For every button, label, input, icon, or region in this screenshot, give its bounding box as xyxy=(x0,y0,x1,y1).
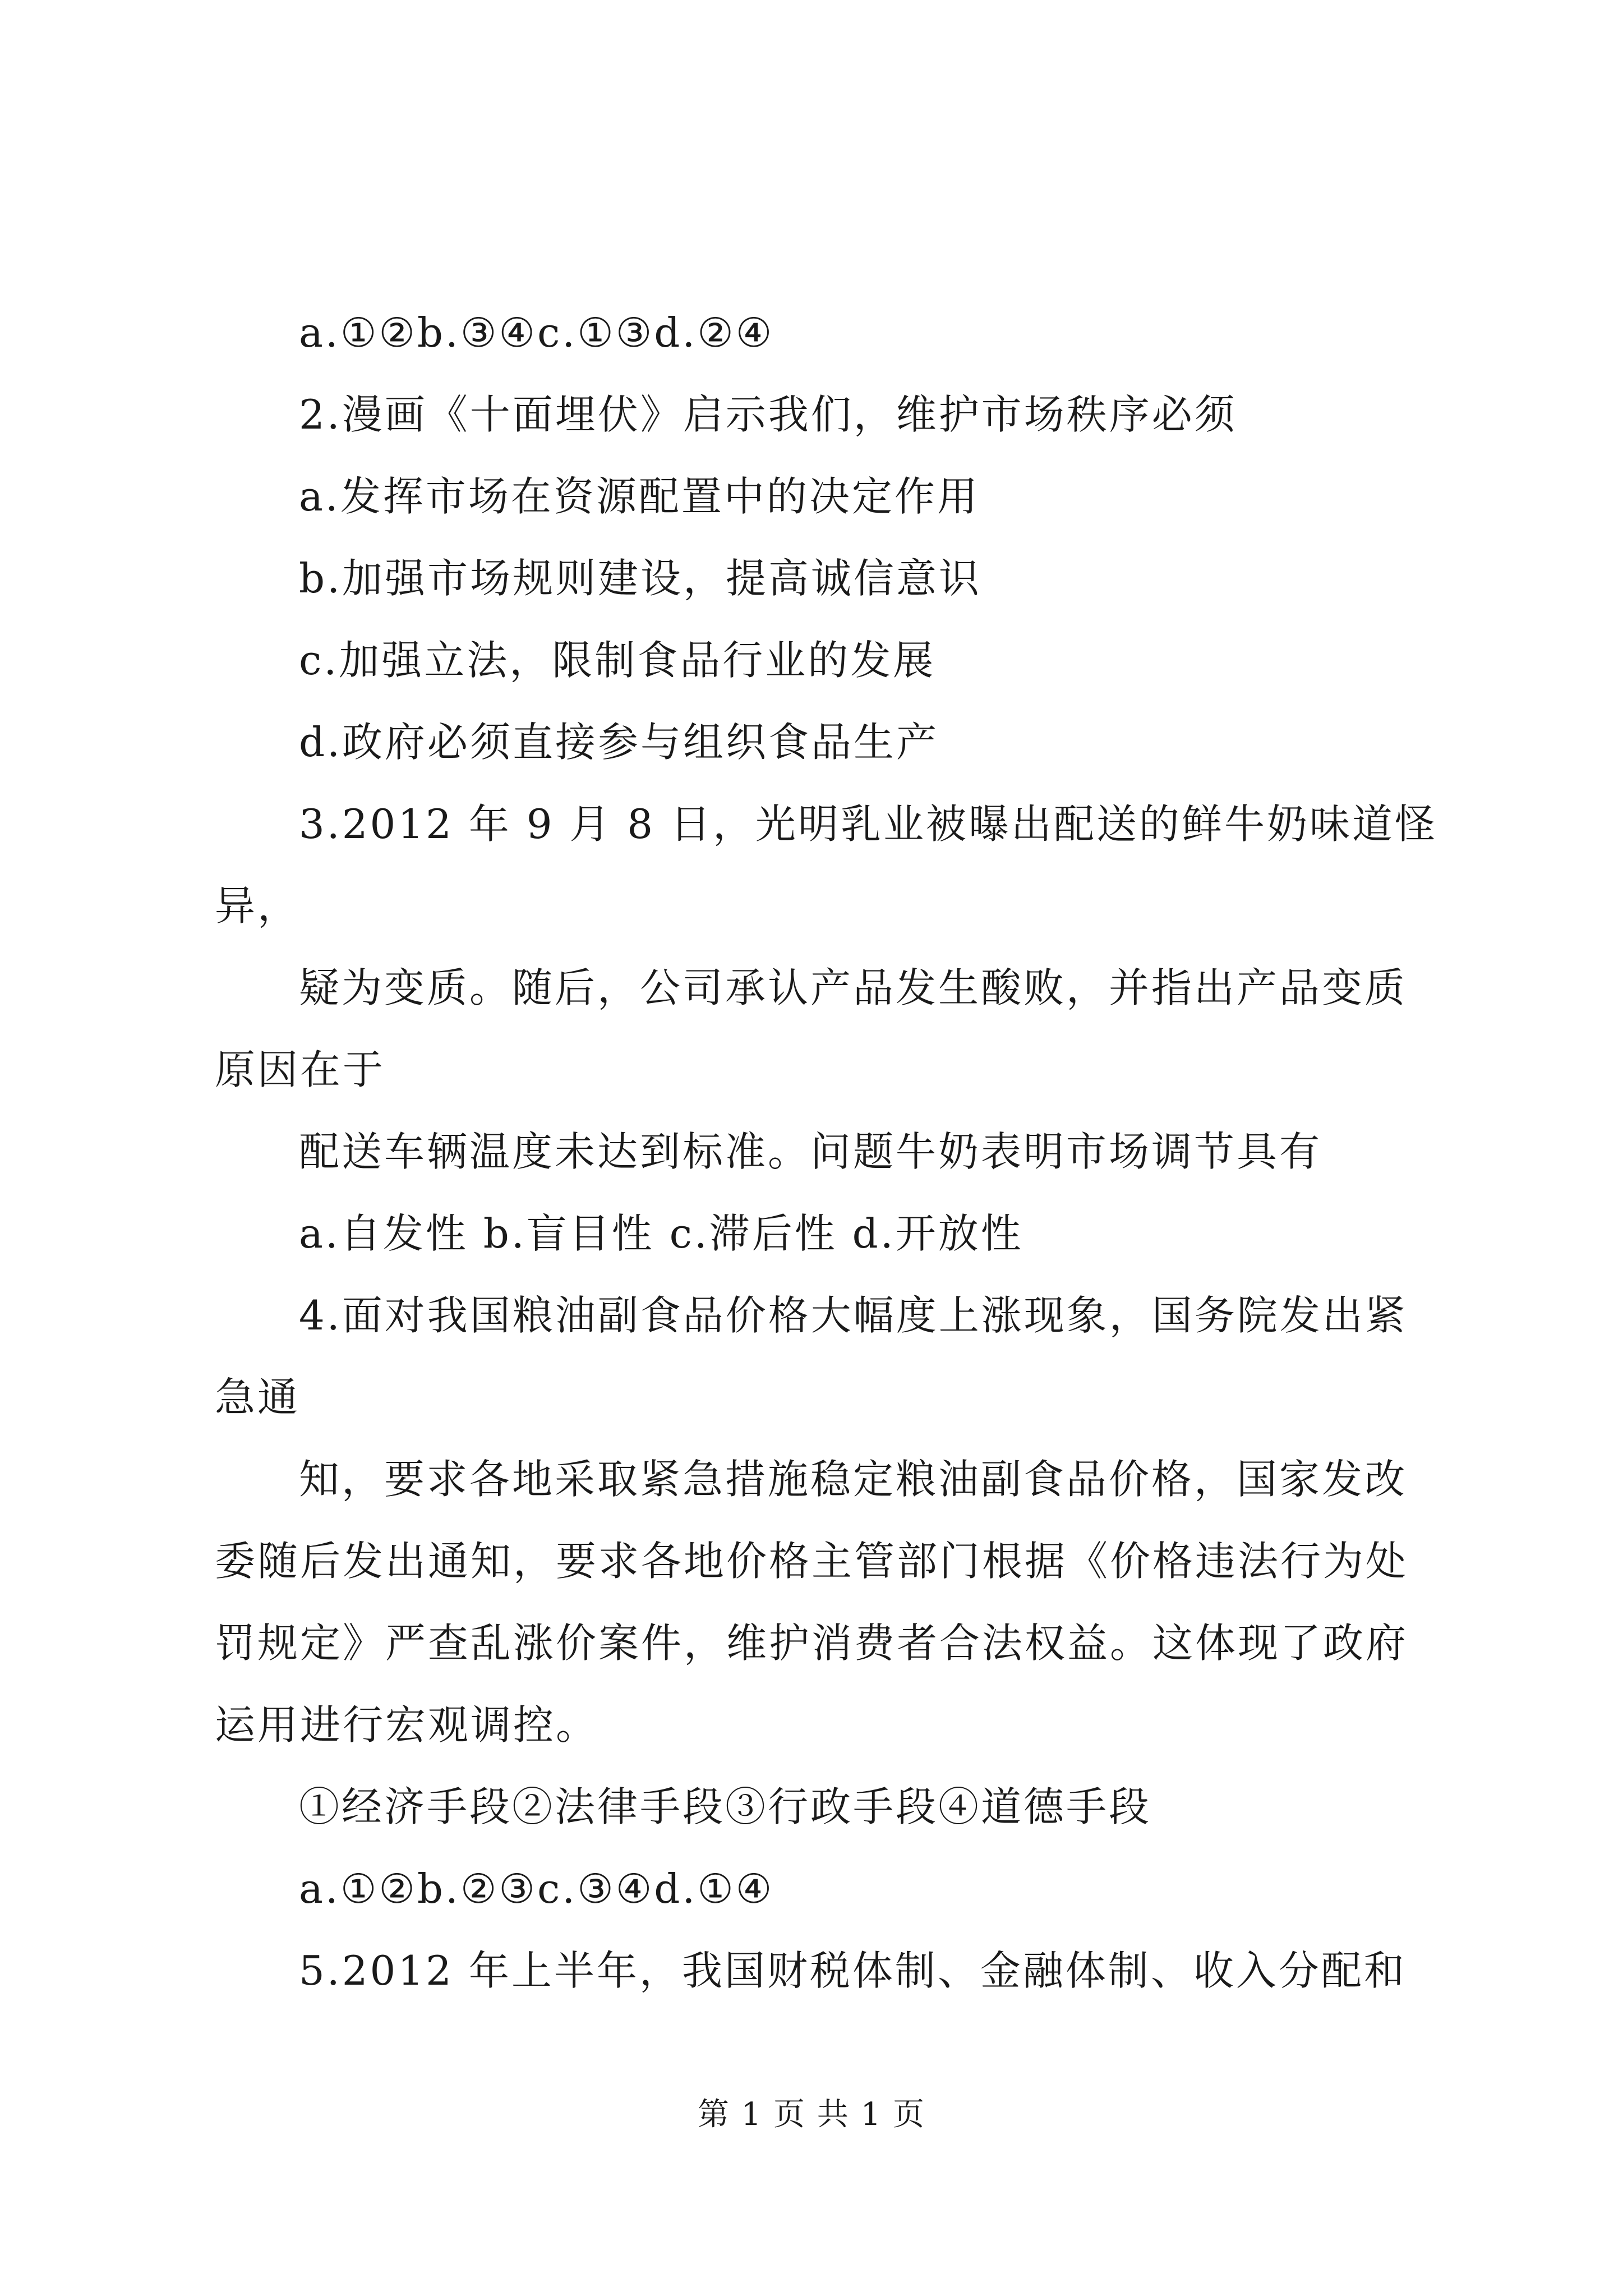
question-4-line-2: 急通 xyxy=(215,1374,301,1421)
question-3-line-2: 异， xyxy=(215,882,301,930)
question-4-options: a.①②b.②③c.③④d.①④ xyxy=(299,1865,774,1912)
document-body xyxy=(215,292,1437,2012)
question-2-option-d: d.政府必须直接参与组织食品生产 xyxy=(299,719,939,766)
question-3-line-5: 配送车辆温度未达到标准。问题牛奶表明市场调节具有 xyxy=(299,1128,1322,1175)
question-4-line-5: 罚规定》严查乱涨价案件，维护消费者合法权益。这体现了政府 xyxy=(215,1619,1409,1667)
question-4-line-6: 运用进行宏观调控。 xyxy=(215,1701,599,1749)
question-4-line-4: 委随后发出通知，要求各地价格主管部门根据《价格违法行为处 xyxy=(215,1538,1409,1585)
question-2: 2.漫画《十面埋伏》启示我们，维护市场秩序必须 xyxy=(299,391,1237,438)
question-5-line-1: 5.2012 年上半年，我国财税体制、金融体制、收入分配和 xyxy=(299,1947,1407,1994)
question-3-line-3: 疑为变质。随后，公司承认产品发生酸败，并指出产品变质 xyxy=(299,964,1408,1011)
question-3-line-4: 原因在于 xyxy=(215,1046,386,1093)
question-4-line-3: 知，要求各地采取紧急措施稳定粮油副食品价格，国家发改 xyxy=(299,1456,1408,1503)
question-2-option-b: b.加强市场规则建设，提高诚信意识 xyxy=(299,555,981,602)
question-4-choices: ①经济手段②法律手段③行政手段④道德手段 xyxy=(299,1783,1152,1830)
question-3-line-1: 3.2012 年 9 月 8 日，光明乳业被曝出配送的鲜牛奶味道怪 xyxy=(299,800,1437,848)
question-3-options: a.自发性 b.盲目性 c.滞后性 d.开放性 xyxy=(299,1210,1023,1257)
answer-options-q1: a.①②b.③④c.①③d.②④ xyxy=(299,309,774,356)
question-2-option-c: c.加强立法，限制食品行业的发展 xyxy=(299,637,936,684)
question-4-line-1: 4.面对我国粮油副食品价格大幅度上涨现象，国务院发出紧 xyxy=(299,1292,1408,1339)
page-footer: 第 1 页 共 1 页 xyxy=(697,2096,926,2133)
question-2-option-a: a.发挥市场在资源配置中的决定作用 xyxy=(299,473,980,520)
